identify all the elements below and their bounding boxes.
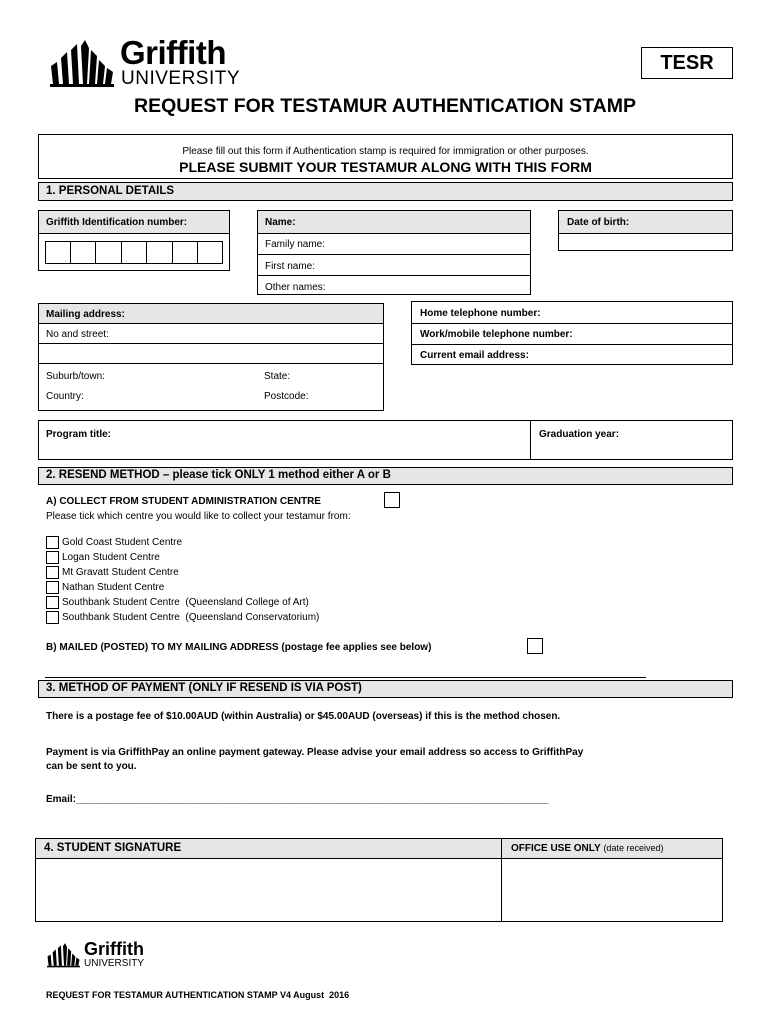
name-label-cell bbox=[257, 210, 531, 234]
id-digit-divider bbox=[146, 241, 147, 264]
signature-field[interactable] bbox=[35, 858, 502, 922]
country-label: Country: bbox=[46, 391, 84, 402]
section-1-header bbox=[38, 182, 733, 201]
other-names-label: Other names: bbox=[265, 282, 326, 293]
footer-logo-subword: UNIVERSITY bbox=[84, 958, 145, 969]
id-digit-divider bbox=[172, 241, 173, 264]
postcode-label: Postcode: bbox=[264, 391, 309, 402]
option-a-checkbox[interactable] bbox=[384, 492, 400, 508]
section-3-title: 3. METHOD OF PAYMENT (ONLY IF RESEND IS VIA POST) bbox=[46, 682, 362, 694]
page-title: REQUEST FOR TESTAMUR AUTHENTICATION STAMP bbox=[134, 95, 636, 117]
office-use-sub: (date received) bbox=[603, 843, 664, 853]
office-use-field bbox=[501, 858, 723, 922]
contact-divider bbox=[411, 344, 733, 345]
postage-fee-text: There is a postage fee of $10.00AUD (within Australia) or $45.00AUD (overseas) if this is the method chosen. bbox=[46, 711, 561, 722]
option-b-label: B) MAILED (POSTED) TO MY MAILING ADDRESS (postage fee applies see below) bbox=[46, 642, 432, 653]
mailing-label: Mailing address: bbox=[46, 309, 125, 320]
other-names-field[interactable] bbox=[257, 275, 531, 295]
centre-label: Logan Student Centre bbox=[62, 552, 160, 563]
logo-word: Griffith bbox=[120, 34, 226, 71]
griffith-emblem-icon bbox=[48, 40, 118, 88]
office-use-title: OFFICE USE ONLY bbox=[511, 843, 601, 854]
graduation-year-field[interactable] bbox=[530, 420, 733, 460]
street-field[interactable] bbox=[38, 323, 384, 344]
id-digit-divider bbox=[197, 241, 198, 264]
centre-checkbox[interactable] bbox=[46, 611, 59, 624]
home-phone-label: Home telephone number: bbox=[420, 308, 541, 319]
option-a-label: A) COLLECT FROM STUDENT ADMINISTRATION CENTRE bbox=[46, 496, 321, 507]
program-title-field[interactable] bbox=[38, 420, 531, 460]
section-4-header bbox=[35, 838, 502, 859]
office-use-label bbox=[511, 843, 663, 854]
centre-checkbox[interactable] bbox=[46, 566, 59, 579]
centre-label: Nathan Student Centre bbox=[62, 582, 165, 593]
footer-logo bbox=[46, 940, 166, 972]
centre-checkbox[interactable] bbox=[46, 551, 59, 564]
centre-label: Southbank Student Centre (Queensland College of Art) bbox=[62, 597, 309, 608]
program-title-label: Program title: bbox=[46, 429, 112, 440]
gateway-text-line1: Payment is via GriffithPay an online payment gateway. Please advise your email address so access to GriffithPay bbox=[46, 747, 584, 758]
griffith-logo bbox=[48, 34, 268, 90]
centre-label: Southbank Student Centre (Queensland Conservatorium) bbox=[62, 612, 320, 623]
email-entry-line[interactable]: Email:_____________________________________________________________________________________ bbox=[46, 794, 549, 805]
section-3-header bbox=[38, 680, 733, 698]
footer-text: REQUEST FOR TESTAMUR AUTHENTICATION STAMP V4 August 2016 bbox=[46, 990, 350, 1000]
contact-divider bbox=[411, 323, 733, 324]
suburb-label: Suburb/town: bbox=[46, 371, 105, 382]
section-2-title: 2. RESEND METHOD – please tick ONLY 1 method either A or B bbox=[46, 469, 391, 481]
street-label: No and street: bbox=[46, 329, 109, 340]
name-label: Name: bbox=[265, 217, 296, 228]
id-digit-divider bbox=[70, 241, 71, 264]
dob-label-cell bbox=[558, 210, 733, 234]
form-code-box bbox=[641, 47, 733, 79]
dob-label: Date of birth: bbox=[567, 217, 630, 228]
mailing-label-cell bbox=[38, 303, 384, 324]
first-name-field[interactable] bbox=[257, 254, 531, 276]
option-b-checkbox[interactable] bbox=[527, 638, 543, 654]
intro-instruction: Please fill out this form if Authentication stamp is required for immigration or other purposes. bbox=[182, 146, 589, 157]
office-use-header bbox=[501, 838, 723, 859]
centre-checkbox[interactable] bbox=[46, 581, 59, 594]
family-name-field[interactable] bbox=[257, 233, 531, 255]
first-name-label: First name: bbox=[265, 261, 316, 272]
family-name-label: Family name: bbox=[265, 239, 326, 250]
email-label: Current email address: bbox=[420, 350, 529, 361]
id-label-cell bbox=[38, 210, 230, 234]
graduation-year-label: Graduation year: bbox=[539, 429, 620, 440]
logo-subword: UNIVERSITY bbox=[121, 68, 241, 89]
form-code: TESR bbox=[660, 52, 714, 74]
centre-label: Mt Gravatt Student Centre bbox=[62, 567, 179, 578]
centre-checkbox[interactable] bbox=[46, 536, 59, 549]
state-label: State: bbox=[264, 371, 291, 382]
work-phone-label: Work/mobile telephone number: bbox=[420, 329, 573, 340]
section-4-title: 4. STUDENT SIGNATURE bbox=[44, 842, 182, 854]
griffith-emblem-small-icon bbox=[46, 942, 82, 969]
dob-field[interactable] bbox=[558, 233, 733, 251]
centre-label: Gold Coast Student Centre bbox=[62, 537, 183, 548]
gateway-text-line2: can be sent to you. bbox=[46, 761, 137, 772]
intro-box bbox=[38, 134, 733, 179]
divider-line bbox=[45, 677, 646, 678]
id-digit-divider bbox=[121, 241, 122, 264]
section-2-header bbox=[38, 467, 733, 485]
street-line-2-field[interactable] bbox=[38, 343, 384, 364]
section-1-title: 1. PERSONAL DETAILS bbox=[46, 185, 175, 197]
intro-emphasis: PLEASE SUBMIT YOUR TESTAMUR ALONG WITH THIS FORM bbox=[179, 159, 592, 175]
option-a-instruction: Please tick which centre you would like to collect your testamur from: bbox=[46, 511, 351, 522]
centre-checkbox[interactable] bbox=[46, 596, 59, 609]
footer-logo-word: Griffith bbox=[84, 939, 144, 959]
id-digit-divider bbox=[95, 241, 96, 264]
id-label: Griffith Identification number: bbox=[46, 217, 188, 228]
